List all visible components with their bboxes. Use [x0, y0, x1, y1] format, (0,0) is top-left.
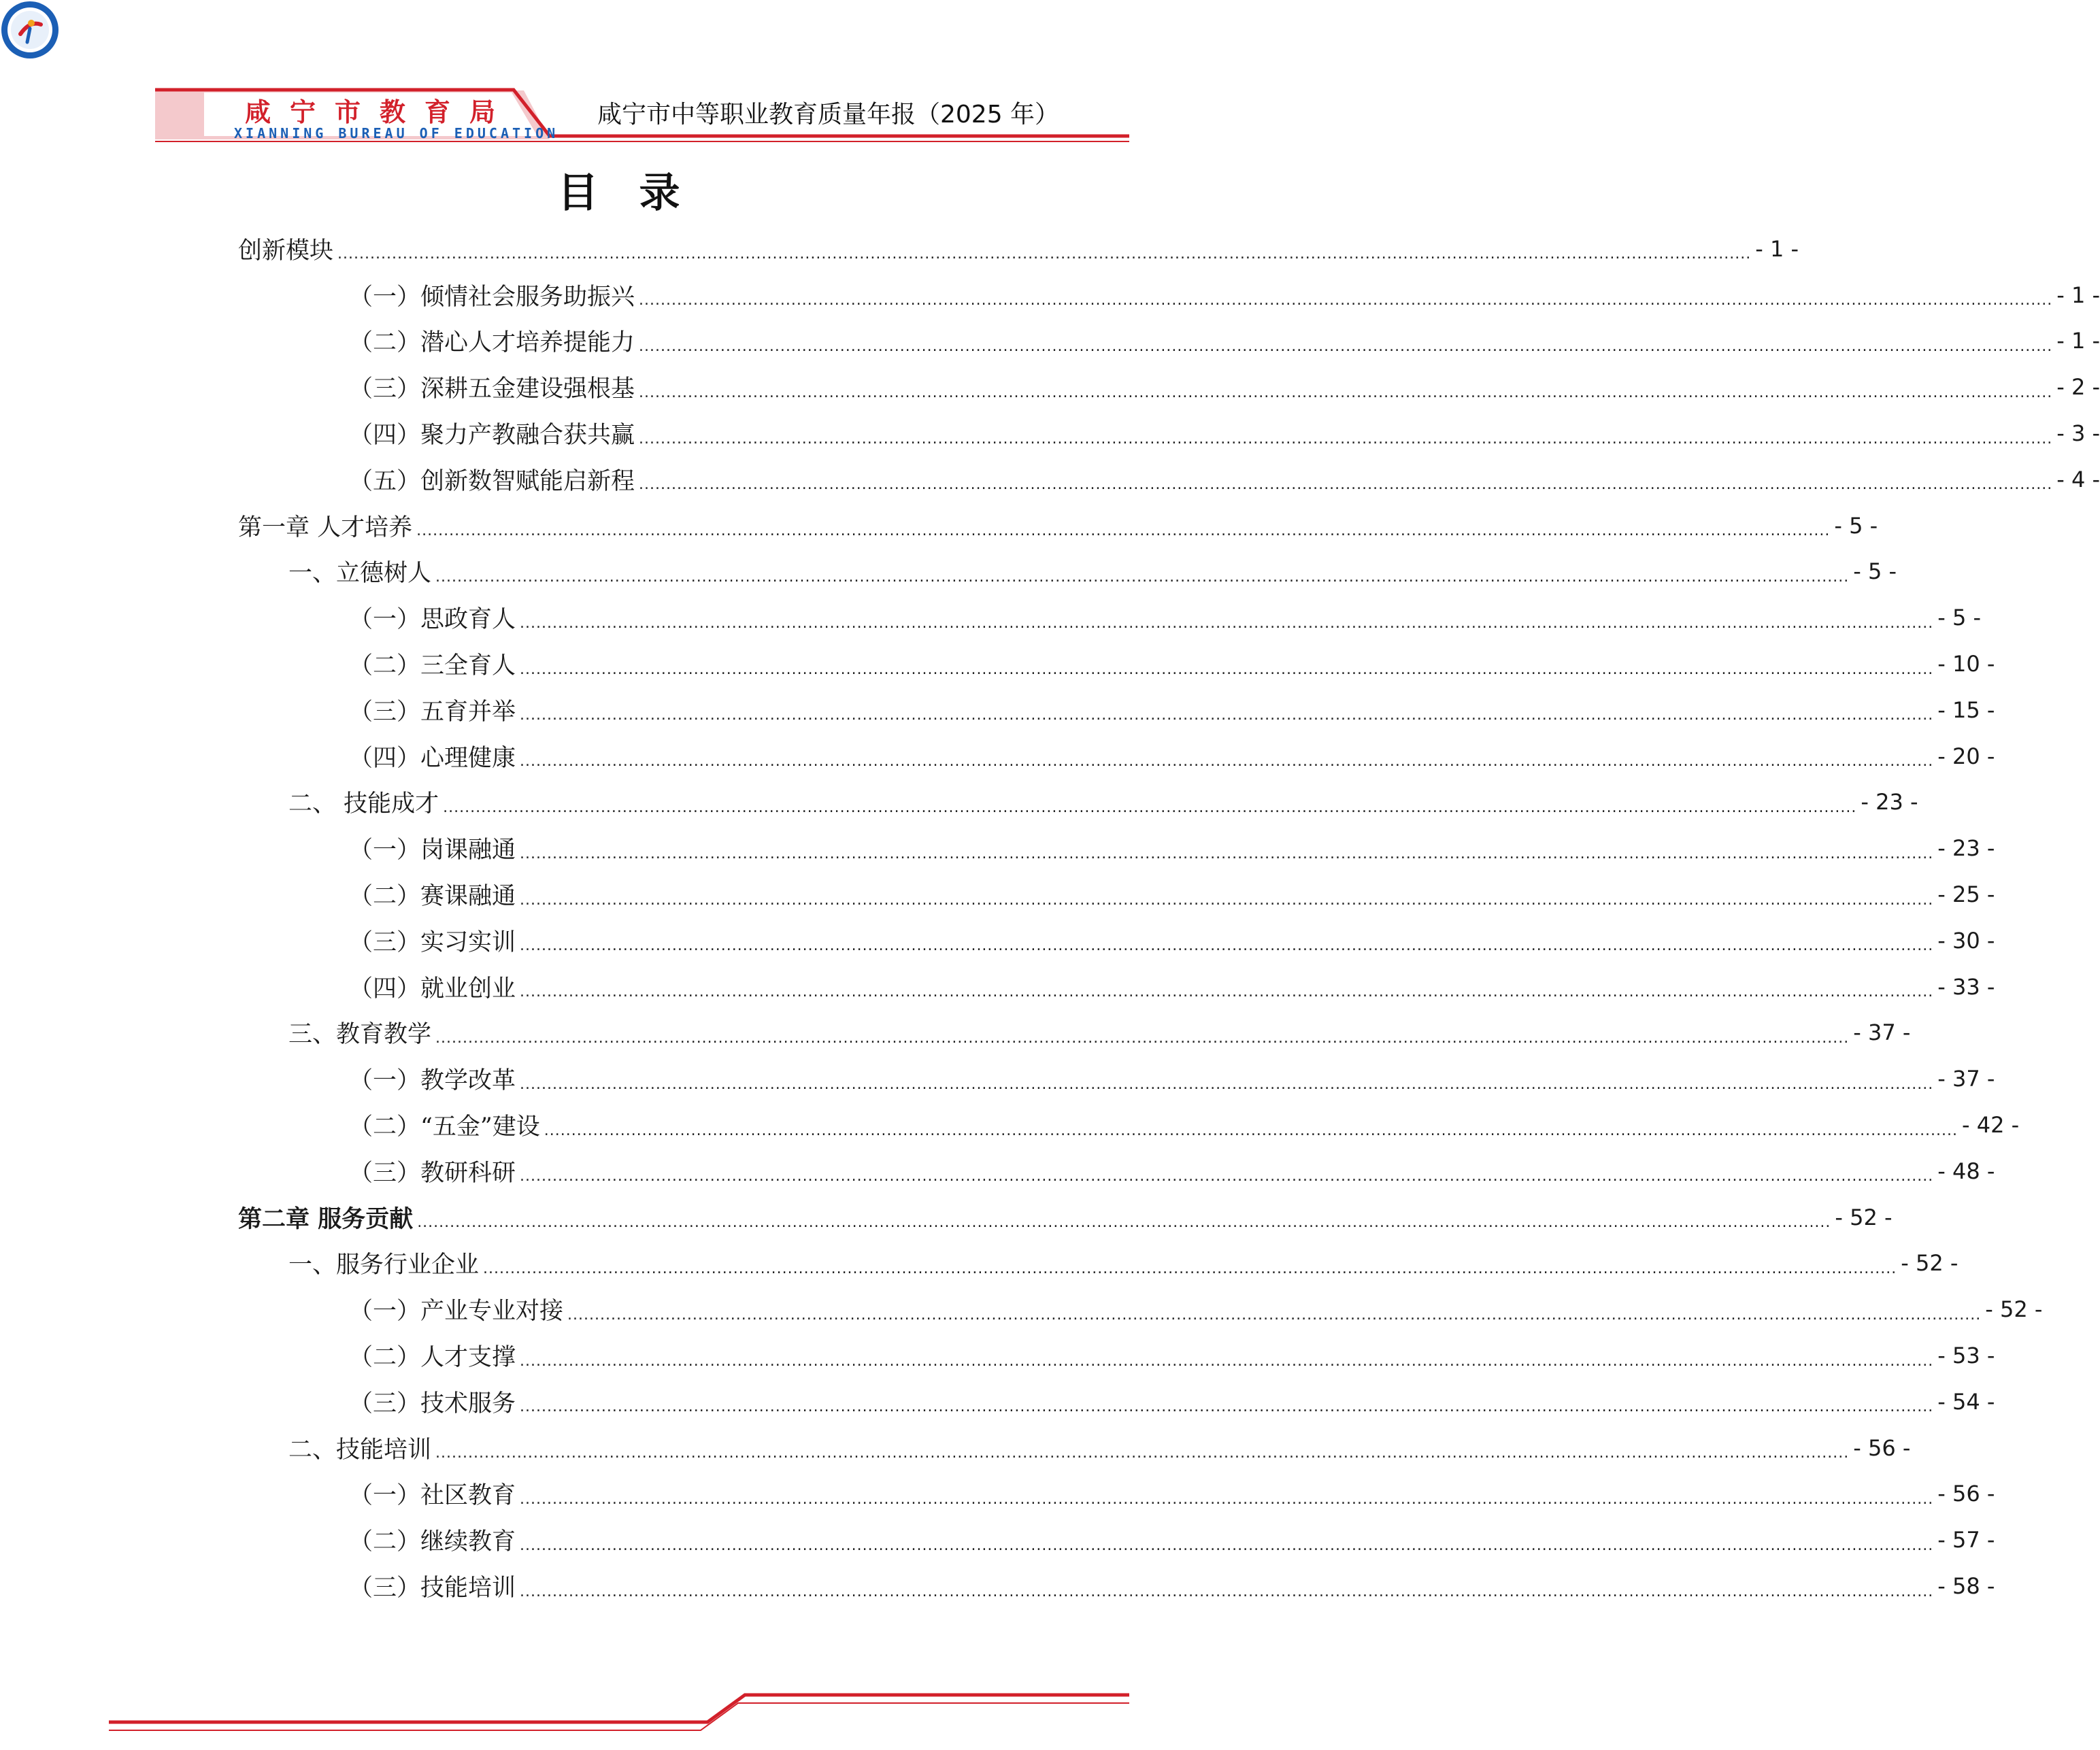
- toc-entry[interactable]: [238, 964, 1995, 1010]
- toc-dot-leader: ....................................................................................................................................................................................................................................................................: [435, 1445, 1850, 1462]
- toc-entry-title: （二）赛课融通: [349, 883, 516, 911]
- toc-entry[interactable]: [238, 733, 1995, 779]
- toc-entry[interactable]: [238, 779, 1918, 826]
- toc-dot-leader: ....................................................................................................................................................................................................................................................................: [435, 1029, 1850, 1047]
- toc-entry[interactable]: [238, 594, 1982, 641]
- toc-dot-leader: ....................................................................................................................................................................................................................................................................: [520, 753, 1934, 771]
- toc-entry-page: - 58 -: [1937, 1573, 1995, 1599]
- toc-entry-title: （一）岗课融通: [349, 837, 516, 864]
- toc-entry-page: - 1 -: [2056, 282, 2100, 308]
- toc-dot-leader: ....................................................................................................................................................................................................................................................................: [520, 1352, 1934, 1370]
- toc-entry-page: - 52 -: [1901, 1250, 1959, 1277]
- toc-entry-page: - 2 -: [2056, 374, 2100, 401]
- toc-entry[interactable]: [238, 1332, 1995, 1379]
- toc-entry[interactable]: [238, 1563, 1995, 1609]
- toc-entry-page: - 48 -: [1937, 1158, 1995, 1184]
- toc-entry[interactable]: [238, 1148, 1995, 1194]
- toc-entry-page: - 42 -: [1962, 1112, 2020, 1139]
- toc-entry-title: （三）教研科研: [349, 1159, 516, 1187]
- toc-entry-page: - 20 -: [1937, 743, 1995, 769]
- toc-entry[interactable]: [238, 918, 1995, 964]
- toc-dot-leader: ....................................................................................................................................................................................................................................................................: [520, 1075, 1934, 1093]
- toc-entry[interactable]: [238, 318, 2100, 365]
- toc-entry-page: - 15 -: [1937, 696, 1995, 723]
- toc-dot-leader: ....................................................................................................................................................................................................................................................................: [520, 1536, 1934, 1554]
- toc-dot-leader: ....................................................................................................................................................................................................................................................................: [639, 430, 2053, 448]
- toc-dot-leader: ....................................................................................................................................................................................................................................................................: [520, 1490, 1934, 1508]
- toc-entry-title: （二）人才支撑: [349, 1344, 516, 1372]
- toc-entry-page: - 1 -: [1755, 235, 1799, 262]
- page-header: [0, 0, 1237, 156]
- toc-entry[interactable]: [238, 1286, 2043, 1332]
- toc-entry-page: - 1 -: [2056, 328, 2100, 354]
- toc-entry[interactable]: [238, 1056, 1995, 1102]
- toc-entry[interactable]: [238, 1471, 1995, 1517]
- toc-entry[interactable]: [238, 503, 1878, 549]
- toc-entry-title: 二、技能培训: [288, 1436, 432, 1464]
- toc-dot-leader: ....................................................................................................................................................................................................................................................................: [520, 1168, 1934, 1185]
- toc-entry[interactable]: [238, 825, 1995, 871]
- toc-entry-title: （三）五育并举: [349, 698, 516, 726]
- toc-entry-page: - 33 -: [1937, 973, 1995, 1000]
- report-title: 咸宁市中等职业教育质量年报（2025 年）: [597, 101, 1060, 129]
- toc-entry-title: 二、 技能成才: [288, 790, 439, 818]
- toc-entry[interactable]: [238, 1241, 1959, 1287]
- toc-dot-leader: ....................................................................................................................................................................................................................................................................: [520, 614, 1934, 632]
- toc-dot-leader: ....................................................................................................................................................................................................................................................................: [520, 937, 1934, 955]
- toc-entry-title: 一、服务行业企业: [288, 1251, 480, 1279]
- toc-entry[interactable]: [238, 871, 1995, 918]
- toc-entry-page: - 56 -: [1853, 1434, 1911, 1461]
- toc-entry[interactable]: [238, 456, 2100, 503]
- toc-entry-title: （五）创新数智赋能启新程: [349, 467, 635, 495]
- toc-entry[interactable]: [238, 687, 1995, 733]
- toc-entry[interactable]: [238, 272, 2100, 318]
- toc-entry[interactable]: [238, 1517, 1995, 1563]
- toc-dot-leader: ....................................................................................................................................................................................................................................................................: [544, 1122, 1959, 1139]
- header-decoration: [0, 0, 1237, 156]
- toc-dot-leader: ....................................................................................................................................................................................................................................................................: [483, 1260, 1897, 1277]
- toc-entry-title: （四）心理健康: [349, 744, 516, 772]
- education-bureau-logo-icon: [0, 0, 60, 60]
- toc-entry-page: - 52 -: [1835, 1204, 1893, 1230]
- toc-dot-leader: ....................................................................................................................................................................................................................................................................: [520, 983, 1934, 1001]
- toc-entry-page: - 30 -: [1937, 927, 1995, 954]
- toc-entry[interactable]: [238, 226, 1799, 272]
- toc-entry-page: - 52 -: [1985, 1296, 2043, 1323]
- toc-entry[interactable]: [238, 1010, 1911, 1056]
- toc-entry-title: 第二章 服务贡献: [238, 1205, 414, 1233]
- toc-entry-title: （二）潜心人才培养提能力: [349, 329, 635, 357]
- page-footer: [0, 1646, 1237, 1721]
- toc-dot-leader: ....................................................................................................................................................................................................................................................................: [520, 891, 1934, 909]
- toc-entry-title: （二）三全育人: [349, 652, 516, 680]
- toc-entry-page: - 4 -: [2056, 466, 2100, 492]
- toc-entry-page: - 23 -: [1861, 789, 1918, 815]
- toc-entry-title: （四）聚力产教融合获共赢: [349, 422, 635, 450]
- toc-dot-leader: ....................................................................................................................................................................................................................................................................: [520, 660, 1934, 678]
- toc-entry[interactable]: [238, 1194, 1893, 1241]
- toc-dot-leader: ....................................................................................................................................................................................................................................................................: [417, 1214, 1831, 1232]
- footer-rule-bottom: [109, 1703, 1129, 1730]
- toc-dot-leader: ....................................................................................................................................................................................................................................................................: [520, 845, 1934, 862]
- toc-entry-page: - 3 -: [2056, 420, 2100, 447]
- toc-entry[interactable]: [238, 1102, 2020, 1148]
- toc-entry-title: 一、立德树人: [288, 560, 432, 588]
- toc-entry-title: 三、教育教学: [288, 1021, 432, 1049]
- toc-dot-leader: ....................................................................................................................................................................................................................................................................: [520, 707, 1934, 724]
- toc-dot-leader: ....................................................................................................................................................................................................................................................................: [416, 522, 1831, 540]
- toc-entry[interactable]: [238, 364, 2100, 410]
- toc-entry-page: - 23 -: [1937, 835, 1995, 862]
- toc-entry-title: （二）“五金”建设: [349, 1113, 540, 1141]
- toc-entry[interactable]: [238, 549, 1897, 595]
- toc-dot-leader: ....................................................................................................................................................................................................................................................................: [337, 246, 1752, 263]
- toc-entry-title: 第一章 人才培养: [238, 514, 413, 541]
- toc-heading: 目录: [557, 169, 721, 217]
- toc-entry-title: （三）深耕五金建设强根基: [349, 375, 635, 403]
- toc-entry-title: （一）产业专业对接: [349, 1298, 564, 1326]
- toc-entry-page: - 53 -: [1937, 1343, 1995, 1369]
- toc-entry[interactable]: [238, 1425, 1911, 1471]
- toc-entry-page: - 57 -: [1937, 1527, 1995, 1553]
- toc-entry-page: - 10 -: [1937, 651, 1995, 677]
- toc-dot-leader: ....................................................................................................................................................................................................................................................................: [639, 476, 2053, 494]
- toc-entry-page: - 5 -: [1853, 558, 1897, 585]
- toc-entry-page: - 5 -: [1937, 605, 1982, 631]
- toc-entry-page: - 37 -: [1853, 1020, 1911, 1046]
- toc-entry[interactable]: [238, 641, 1995, 687]
- table-of-contents: [238, 226, 2100, 1609]
- toc-entry-title: （一）教学改革: [349, 1067, 516, 1095]
- toc-dot-leader: ....................................................................................................................................................................................................................................................................: [639, 292, 2053, 309]
- toc-entry-title: （四）就业创业: [349, 975, 516, 1003]
- toc-entry-title: 创新模块: [238, 237, 334, 265]
- toc-dot-leader: ....................................................................................................................................................................................................................................................................: [567, 1306, 1982, 1324]
- toc-dot-leader: ....................................................................................................................................................................................................................................................................: [639, 384, 2053, 401]
- toc-entry-page: - 54 -: [1937, 1388, 1995, 1415]
- toc-entry-title: （三）技能培训: [349, 1575, 516, 1602]
- toc-entry[interactable]: [238, 1379, 1995, 1425]
- toc-entry-page: - 37 -: [1937, 1066, 1995, 1092]
- bureau-name-en: XIANNING BUREAU OF EDUCATION: [234, 125, 559, 141]
- toc-entry-title: （三）实习实训: [349, 928, 516, 956]
- footer-rule-top: [109, 1695, 1129, 1722]
- toc-entry-title: （一）社区教育: [349, 1482, 516, 1510]
- toc-dot-leader: ....................................................................................................................................................................................................................................................................: [520, 1398, 1934, 1416]
- toc-dot-leader: ....................................................................................................................................................................................................................................................................: [435, 568, 1850, 586]
- toc-entry-title: （二）继续教育: [349, 1528, 516, 1556]
- toc-entry-title: （一）倾情社会服务助振兴: [349, 283, 635, 311]
- toc-dot-leader: ....................................................................................................................................................................................................................................................................: [520, 1583, 1934, 1600]
- toc-entry-title: （三）技术服务: [349, 1390, 516, 1417]
- toc-entry-page: - 56 -: [1937, 1481, 1995, 1507]
- toc-entry-title: （一）思政育人: [349, 606, 516, 634]
- bureau-name-cn: 咸宁市教育局: [245, 97, 515, 127]
- toc-entry-page: - 5 -: [1834, 512, 1878, 539]
- toc-dot-leader: ....................................................................................................................................................................................................................................................................: [639, 337, 2053, 355]
- footer-decoration: [0, 1646, 1237, 1721]
- toc-entry[interactable]: [238, 410, 2100, 456]
- toc-dot-leader: ....................................................................................................................................................................................................................................................................: [443, 798, 1857, 816]
- toc-entry-page: - 25 -: [1937, 881, 1995, 908]
